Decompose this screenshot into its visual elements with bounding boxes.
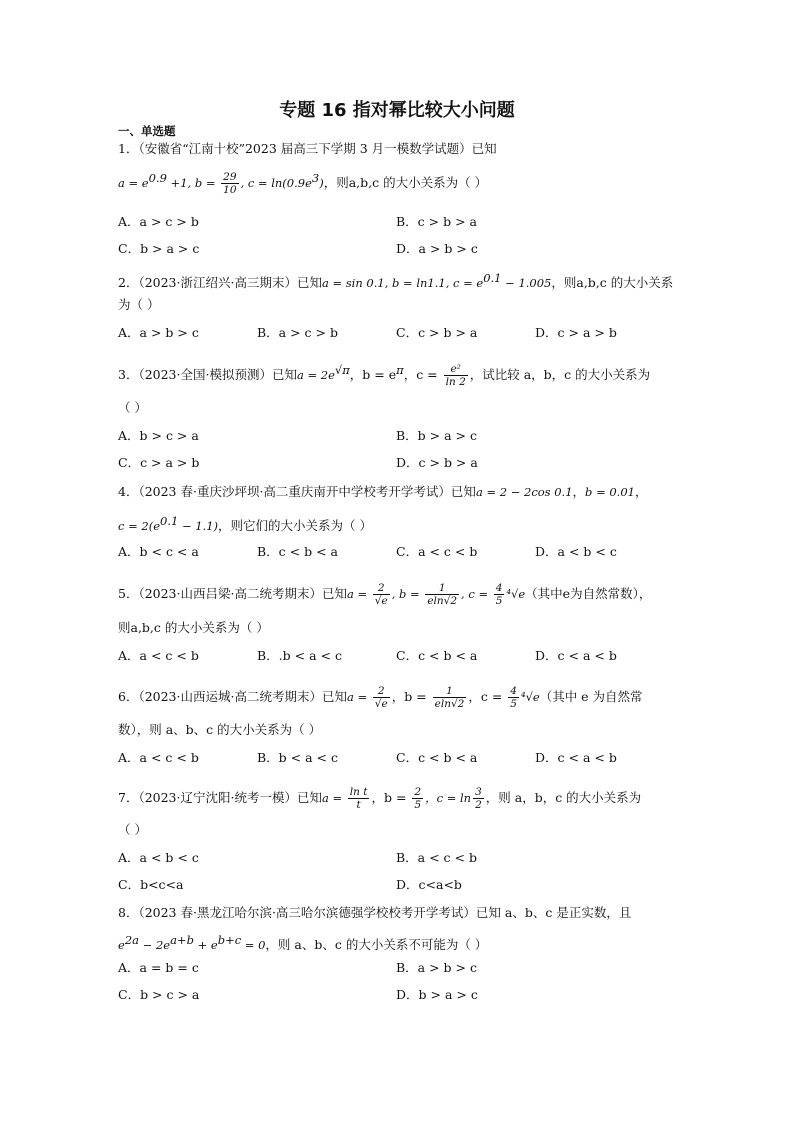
fraction: $\frac{2}{5}$ [414, 786, 422, 811]
question-4-option-a: A．b < c < a [118, 544, 199, 559]
question-2-option-b: B．a > c > b [257, 325, 338, 340]
fraction: $\frac{1}{eln√2}$ [427, 582, 458, 607]
question-7-option-a: A．a < b < c [118, 850, 199, 865]
question-6-stem: 6．（2023·山西运城·高二统考期末）已知a = $\frac{2}{√e}$ ，b = $\frac{1}{eln√2}$ ，c = $\frac{4}{5}$ ⁴√e（其中 e 为自然常 [118, 685, 643, 710]
question-3-stem: 3．（2023·全国·模拟预测）已知$a = 2e^{√\pi}$，$b = e^\pi$，c = $\frac{\text{e²}}{\ln 2}$ ，试比较 a，b，c 的大小关系为 [118, 363, 651, 389]
question-1-stem: 1．（安徽省“江南十校”2023 届高三下学期 3 月一模数学试题）已知 [118, 141, 497, 156]
fraction: $\frac{\text{ln t}}{t}$ [349, 786, 368, 811]
question-5-option-a: A．a < c < b [118, 648, 199, 663]
fraction: $\frac{1}{eln√2}$ [434, 685, 465, 710]
question-4-formula: $c = 2(e^{0.1} - 1.1)$，则它们的大小关系为（ ） [118, 514, 373, 534]
question-4-option-c: C．a < c < b [396, 544, 478, 559]
question-6-option-c: C．c < b < a [396, 750, 478, 765]
fraction: $\frac{29}{10}$ [223, 171, 237, 197]
question-8-formula: $e^{2a} - 2e^{a+b} + e^{b+c} = 0$，则 a、b、c 的大小关系不可能为（ ） [118, 933, 488, 953]
page-title: 专题 16 指对幂比较大小问题 [279, 100, 515, 121]
question-5-option-c: C．c < b < a [396, 648, 478, 663]
question-6-stem-cont: 数），则 a、b、c 的大小关系为（ ） [118, 722, 322, 737]
question-4-option-d: D．a < b < c [535, 544, 617, 559]
question-7-stem: 7．（2023·辽宁沈阳·统考一模）已知a = $\frac{\text{ln t}}{t}$ ，b = $\frac{2}{5}$ ，c = ln $\frac{3}{2}$ ，则 a，b，c 的大小关系为 [118, 786, 642, 811]
fraction: $\frac{4}{5}$ [510, 685, 517, 710]
question-6-option-b: B．b < a < c [257, 750, 338, 765]
question-3-option-b: B．b > a > c [396, 428, 477, 443]
question-1-option-d: D．a > b > c [396, 241, 478, 256]
question-3-option-d: D．c > b > a [396, 455, 478, 470]
question-4-stem: 4．（2023 春·重庆沙坪坝·高二重庆南开中学校考开学考试）已知a = 2 − 2cos 0.1，b = 0.01， [118, 484, 648, 499]
question-5-option-b: B．.b < a < c [257, 648, 342, 663]
question-6-option-d: D．c < a < b [535, 750, 617, 765]
question-8-option-c: C．b > c > a [118, 987, 200, 1002]
question-5-option-d: D．c < a < b [535, 648, 617, 663]
fraction: $\frac{4}{5}$ [495, 582, 503, 607]
question-5-stem: 5．（2023·山西吕梁·高二统考期末）已知a = $\frac{2}{√e}$ , b = $\frac{1}{eln√2}$ , c = $\frac{4}{5}$ ⁴√e（其中e为自然常数）， [118, 582, 652, 607]
fraction: $\frac{\text{e²}}{\ln 2}$ [445, 363, 466, 389]
question-2-option-c: C．c > b > a [396, 325, 478, 340]
question-2-stem-cont: 为（ ） [118, 297, 160, 312]
section-heading: 一、单选题 [118, 124, 176, 138]
question-3-option-c: C．c > a > b [118, 455, 200, 470]
question-3-option-a: A．b > c > a [118, 428, 199, 443]
question-8-stem: 8．（2023 春·黑龙江哈尔滨·高三哈尔滨德强学校校考开学考试）已知 a、b、c 是正实数，且 [118, 905, 632, 920]
question-7-option-d: D．c<a<b [396, 877, 462, 892]
question-1-formula: $a = e^{0.9} +1$, b = $\frac{29}{10}$ , $c = \ln(0.9e^3)$，则a,b,c 的大小关系为（ ） [118, 171, 488, 197]
question-4-option-b: B．c < b < a [257, 544, 338, 559]
question-7-stem-cont: （ ） [118, 822, 147, 837]
question-1-option-a: A．a > c > b [118, 214, 199, 229]
question-8-option-b: B．a > b > c [396, 960, 477, 975]
question-3-stem-cont: （ ） [118, 400, 147, 415]
question-2-stem: 2．（2023·浙江绍兴·高三期末）已知a = sin 0.1, b = ln1.1, $c = e^{0.1} - 1.005$，则a,b,c 的大小关系 [118, 271, 674, 291]
question-5-stem-cont: 则a,b,c 的大小关系为（ ） [118, 620, 269, 635]
question-6-option-a: A．a < c < b [118, 750, 199, 765]
question-2-option-a: A．a > b > c [118, 325, 199, 340]
question-7-option-c: C．b<c<a [118, 877, 184, 892]
question-1-option-c: C．b > a > c [118, 241, 200, 256]
question-8-option-a: A．a = b = c [118, 960, 199, 975]
fraction: $\frac{2}{√e}$ [374, 582, 388, 607]
question-1-option-b: B．c > b > a [396, 214, 477, 229]
fraction: $\frac{3}{2}$ [475, 786, 482, 811]
question-2-option-d: D．c > a > b [535, 325, 617, 340]
fraction: $\frac{2}{√e}$ [374, 685, 388, 710]
question-8-option-d: D．b > a > c [396, 987, 478, 1002]
question-7-option-b: B．a < c < b [396, 850, 477, 865]
